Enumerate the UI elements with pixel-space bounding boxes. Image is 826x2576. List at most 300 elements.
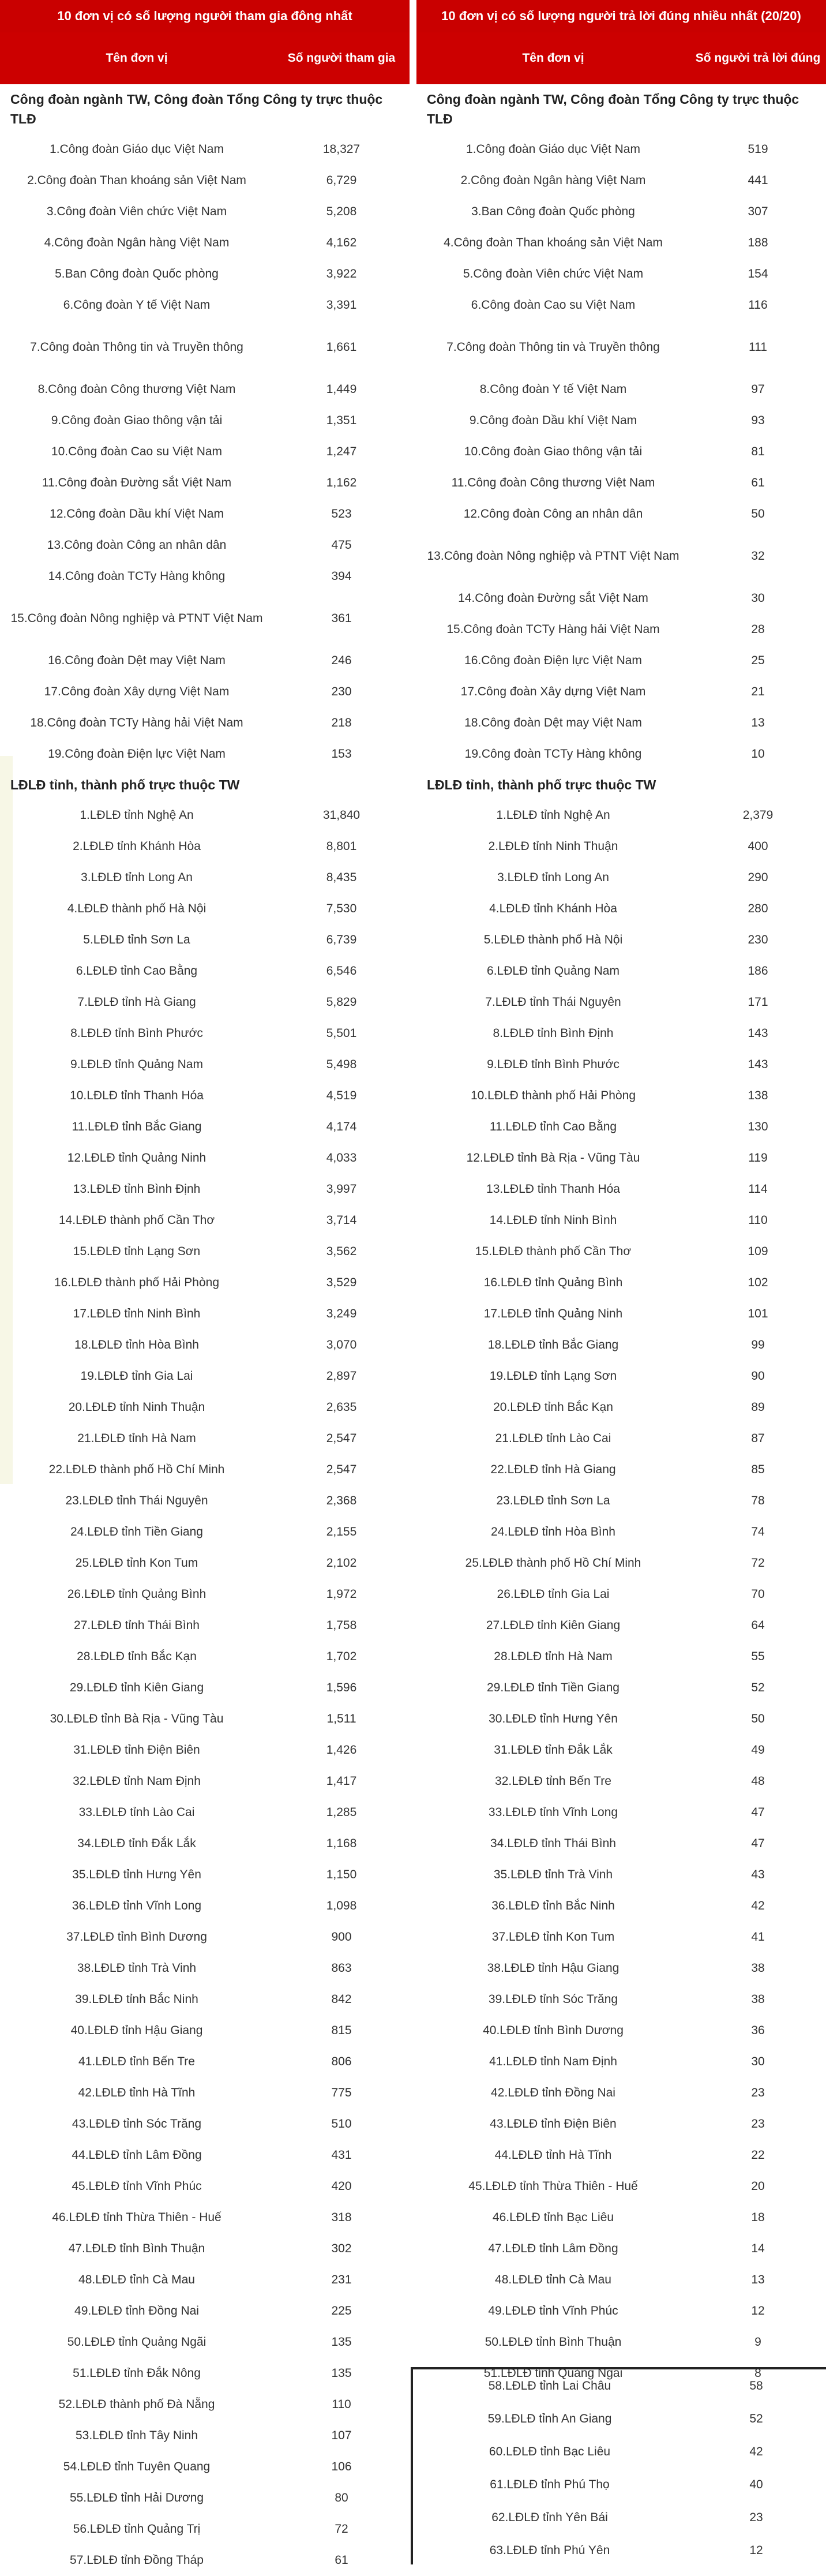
unit-name: 18.Công đoàn TCTy Hàng hải Việt Nam [30, 716, 243, 729]
unit-value: 318 [331, 2211, 352, 2224]
unit-value: 61 [751, 476, 765, 489]
unit-name: 1.Công đoàn Giáo dục Việt Nam [50, 143, 224, 156]
right-province-table-row [416, 956, 826, 987]
unit-name: 56.LĐLĐ tỉnh Quảng Trị [73, 2522, 201, 2536]
left-industry-table-row [0, 499, 410, 530]
left-province-table-row [0, 1735, 410, 1766]
unit-value: 40 [749, 2477, 763, 2491]
left-province-table-row [0, 1485, 410, 1517]
left-province-rows [0, 800, 410, 2576]
unit-value: 1,162 [326, 476, 357, 489]
right-province-table-row [416, 1330, 826, 1361]
unit-name: 49.LĐLĐ tỉnh Đồng Nai [74, 2304, 199, 2317]
left-industry-rows [0, 134, 410, 770]
unit-name: 13.LĐLĐ tỉnh Thanh Hóa [486, 1182, 620, 1196]
unit-value: 2,547 [326, 1463, 357, 1476]
unit-value: 22 [751, 2148, 765, 2162]
unit-name: 17.LĐLĐ tỉnh Quảng Ninh [483, 1307, 623, 1320]
right-province-table-row [416, 1454, 826, 1485]
unit-value: 21 [751, 685, 765, 698]
unit-value: 1,661 [326, 340, 357, 354]
unit-name: 7.LĐLĐ tỉnh Thái Nguyên [485, 995, 621, 1009]
right-industry-table-row [416, 165, 826, 196]
left-section-industry: Công đoàn ngành TW, Công đoàn Tổng Công ty trực thuộc TLĐ [10, 92, 383, 126]
right-province-table-row [416, 1236, 826, 1267]
left-province-table-row [0, 1330, 410, 1361]
unit-value: 523 [331, 507, 352, 521]
left-industry-table-row [0, 227, 410, 259]
right-province-table-row [416, 1579, 826, 1610]
unit-name: 10.LĐLĐ tỉnh Thanh Hóa [70, 1089, 204, 1102]
unit-value: 85 [751, 1463, 765, 1476]
unit-name: 15.LĐLĐ thành phố Cần Thơ [475, 1245, 632, 1258]
unit-value: 116 [748, 298, 768, 312]
unit-value: 58 [749, 2379, 763, 2392]
left-province-table-row [0, 1392, 410, 1423]
unit-value: 307 [748, 205, 768, 218]
unit-name: 44.LĐLĐ tỉnh Hà Tĩnh [494, 2148, 612, 2162]
unit-value: 2,897 [326, 1369, 357, 1383]
left-province-table-row [0, 956, 410, 987]
right-province-table-row [416, 1143, 826, 1174]
unit-value: 31,840 [322, 808, 361, 822]
unit-value: 2,102 [326, 1556, 357, 1570]
unit-name: 15.Công đoàn TCTy Hàng hải Việt Nam [446, 623, 660, 636]
right-industry-table-row [416, 467, 826, 499]
unit-name: 8.LĐLĐ tỉnh Bình Định [493, 1027, 614, 1040]
right-industry-table-row [416, 530, 826, 583]
unit-name: 6.Công đoàn Cao su Việt Nam [471, 298, 636, 312]
right-province-table-row [416, 2202, 826, 2233]
unit-value: 6,729 [326, 174, 357, 187]
unit-name: 50.LĐLĐ tỉnh Quảng Ngãi [67, 2335, 206, 2349]
unit-value: 18 [751, 2211, 765, 2224]
unit-name: 54.LĐLĐ tỉnh Tuyên Quang [63, 2460, 211, 2473]
unit-name: 35.LĐLĐ tỉnh Trà Vinh [493, 1868, 613, 1881]
right-province-table-row [416, 1922, 826, 1953]
left-province-table-row [0, 2327, 410, 2358]
right-industry-table-row [416, 707, 826, 739]
unit-name: 32.LĐLĐ tỉnh Nam Định [73, 1774, 201, 1788]
unit-value: 130 [748, 1120, 768, 1133]
unit-value: 1,351 [326, 414, 357, 427]
right-industry-table-row [416, 374, 826, 405]
unit-value: 2,368 [326, 1494, 357, 1507]
unit-name: 10.Công đoàn Cao su Việt Nam [51, 445, 223, 458]
right-province-table-row [416, 1485, 826, 1517]
unit-value: 61 [335, 2553, 348, 2567]
left-province-table-row [0, 2233, 410, 2264]
unit-value: 510 [331, 2117, 352, 2131]
unit-name: 27.LĐLĐ tỉnh Kiên Giang [486, 1619, 621, 1632]
right-province-table-row [416, 924, 826, 956]
unit-value: 25 [751, 654, 765, 667]
right-province-table-row [416, 1174, 826, 1205]
unit-value: 3,562 [326, 1245, 357, 1258]
unit-name: 28.LĐLĐ tỉnh Hà Nam [494, 1650, 613, 1663]
right-province-table-row [416, 2077, 826, 2109]
unit-name: 30.LĐLĐ tỉnh Bà Rịa - Vũng Tàu [50, 1712, 224, 1725]
left-industry-table-row [0, 321, 410, 374]
unit-name: 22.LĐLĐ tỉnh Hà Giang [490, 1463, 616, 1476]
unit-name: 41.LĐLĐ tỉnh Bến Tre [78, 2055, 195, 2068]
unit-name: 52.LĐLĐ thành phố Đà Nẵng [58, 2398, 215, 2411]
unit-name: 17.LĐLĐ tỉnh Ninh Bình [73, 1307, 201, 1320]
left-province-table-row [0, 1049, 410, 1080]
left-province-table-row [0, 987, 410, 1018]
unit-name: 43.LĐLĐ tỉnh Sóc Trăng [72, 2117, 202, 2131]
unit-name: 62.LĐLĐ tỉnh Yên Bái [491, 2510, 608, 2524]
unit-value: 41 [751, 1930, 765, 1944]
unit-value: 42 [751, 1899, 765, 1912]
unit-name: 16.LĐLĐ thành phố Hải Phòng [54, 1276, 220, 1289]
unit-name: 9.LĐLĐ tỉnh Quảng Nam [70, 1058, 203, 1071]
unit-value: 12 [749, 2543, 763, 2557]
unit-name: 11.Công đoàn Đường sắt Việt Nam [42, 476, 232, 489]
right-extra-table-row [413, 2468, 826, 2501]
left-province-table-row [0, 2202, 410, 2233]
left-province-table-row [0, 2046, 410, 2077]
left-province-table-row [0, 1143, 410, 1174]
unit-value: 1,596 [326, 1681, 357, 1694]
unit-value: 93 [751, 414, 765, 427]
unit-name: 26.LĐLĐ tỉnh Gia Lai [497, 1587, 610, 1601]
left-province-table-row [0, 1236, 410, 1267]
unit-value: 4,033 [326, 1151, 357, 1165]
unit-name: 36.LĐLĐ tỉnh Bắc Ninh [491, 1899, 615, 1912]
unit-name: 17.Công đoàn Xây dựng Việt Nam [44, 685, 230, 698]
unit-name: 3.Ban Công đoàn Quốc phòng [471, 205, 635, 218]
unit-value: 78 [751, 1494, 765, 1507]
unit-name: 60.LĐLĐ tỉnh Bạc Liêu [489, 2444, 611, 2458]
unit-name: 49.LĐLĐ tỉnh Vĩnh Phúc [488, 2304, 618, 2317]
right-industry-rows [416, 134, 826, 770]
unit-value: 775 [331, 2086, 352, 2099]
unit-value: 519 [748, 143, 768, 156]
unit-value: 50 [751, 507, 765, 521]
unit-name: 15.Công đoàn Nông nghiệp và PTNT Việt Nam [10, 612, 263, 625]
left-industry-table-row [0, 405, 410, 436]
unit-name: 10.LĐLĐ thành phố Hải Phòng [470, 1089, 636, 1102]
unit-name: 23.LĐLĐ tỉnh Thái Nguyên [65, 1494, 208, 1507]
unit-value: 361 [331, 612, 352, 625]
unit-name: 47.LĐLĐ tỉnh Lâm Đồng [488, 2242, 618, 2255]
unit-value: 4,519 [326, 1089, 357, 1102]
right-province-table-row [416, 1735, 826, 1766]
right-title: 10 đơn vị có số lượng người trả lời đúng nhiều nhất (20/20) [416, 0, 826, 32]
unit-name: 50.LĐLĐ tỉnh Bình Thuận [485, 2335, 622, 2349]
unit-name: 7.Công đoàn Thông tin và Truyền thông [30, 340, 243, 354]
right-province-table-row [416, 831, 826, 862]
unit-value: 114 [748, 1182, 768, 1196]
left-col-name-header: Tên đơn vị [106, 51, 168, 65]
unit-name: 8.LĐLĐ tỉnh Bình Phước [70, 1027, 203, 1040]
unit-name: 34.LĐLĐ tỉnh Thái Bình [490, 1837, 616, 1850]
unit-name: 16.Công đoàn Điện lực Việt Nam [464, 654, 642, 667]
unit-value: 47 [751, 1837, 765, 1850]
left-province-table-row [0, 1517, 410, 1548]
left-industry-table-row [0, 259, 410, 290]
unit-name: 1.LĐLĐ tỉnh Nghệ An [80, 808, 194, 822]
unit-value: 70 [751, 1587, 765, 1601]
unit-value: 97 [751, 383, 765, 396]
right-extra-table-row [413, 2402, 826, 2435]
unit-value: 153 [331, 747, 352, 761]
left-industry-table-row [0, 196, 410, 227]
left-province-table-row [0, 2483, 410, 2514]
unit-name: 8.Công đoàn Y tế Việt Nam [479, 383, 627, 396]
unit-value: 218 [331, 716, 352, 729]
unit-name: 2.LĐLĐ tỉnh Khánh Hòa [73, 840, 201, 853]
unit-name: 37.LĐLĐ tỉnh Bình Dương [66, 1930, 207, 1944]
right-province-table-row [416, 2327, 826, 2358]
left-province-table-row [0, 2109, 410, 2140]
left-industry-table-row [0, 436, 410, 467]
unit-name: 31.LĐLĐ tỉnh Đắk Lắk [494, 1743, 613, 1757]
unit-value: 47 [751, 1806, 765, 1819]
unit-value: 280 [748, 902, 768, 915]
left-province-table-row [0, 1610, 410, 1641]
unit-value: 30 [751, 591, 765, 605]
unit-name: 4.LĐLĐ thành phố Hà Nội [67, 902, 206, 915]
unit-name: 33.LĐLĐ tỉnh Vĩnh Long [488, 1806, 618, 1819]
unit-name: 39.LĐLĐ tỉnh Sóc Trăng [488, 1993, 618, 2006]
unit-value: 441 [748, 174, 768, 187]
left-province-table-row [0, 2015, 410, 2046]
left-province-table-row [0, 893, 410, 924]
unit-name: 41.LĐLĐ tỉnh Nam Định [489, 2055, 617, 2068]
unit-value: 7,530 [326, 902, 357, 915]
unit-name: 25.LĐLĐ thành phố Hồ Chí Minh [465, 1556, 641, 1570]
unit-value: 5,208 [326, 205, 357, 218]
unit-name: 2.LĐLĐ tỉnh Ninh Thuận [488, 840, 618, 853]
unit-name: 42.LĐLĐ tỉnh Hà Tĩnh [78, 2086, 196, 2099]
unit-name: 9.Công đoàn Dầu khí Việt Nam [469, 414, 637, 427]
left-province-table-row [0, 2514, 410, 2545]
unit-name: 2.Công đoàn Ngân hàng Việt Nam [460, 174, 646, 187]
unit-value: 101 [748, 1307, 768, 1320]
left-section-provinces: LĐLĐ tỉnh, thành phố trực thuộc TW [10, 777, 240, 792]
unit-value: 110 [748, 1214, 768, 1227]
unit-name: 35.LĐLĐ tỉnh Hưng Yên [72, 1868, 201, 1881]
unit-name: 33.LĐLĐ tỉnh Lào Cai [78, 1806, 195, 1819]
left-province-table-row [0, 1766, 410, 1797]
unit-value: 1,247 [326, 445, 357, 458]
unit-name: 58.LĐLĐ tỉnh Lai Châu [488, 2379, 611, 2392]
right-extra-table-row [413, 2501, 826, 2534]
left-province-table-row [0, 2171, 410, 2202]
right-province-table-row [416, 1392, 826, 1423]
unit-value: 135 [331, 2335, 352, 2349]
left-province-table-row [0, 1922, 410, 1953]
right-province-table-row [416, 1267, 826, 1298]
unit-name: 19.Công đoàn Điện lực Việt Nam [48, 747, 226, 761]
left-province-table-row [0, 1984, 410, 2015]
unit-value: 52 [749, 2412, 763, 2425]
right-industry-table-row [416, 227, 826, 259]
right-province-table-row [416, 1517, 826, 1548]
right-industry-table-row [416, 134, 826, 165]
unit-name: 55.LĐLĐ tỉnh Hải Dương [69, 2491, 204, 2504]
unit-name: 1.Công đoàn Giáo dục Việt Nam [466, 143, 640, 156]
unit-value: 5,501 [326, 1027, 357, 1040]
left-province-table-row [0, 2140, 410, 2171]
left-province-table-row [0, 2451, 410, 2483]
left-province-table-row [0, 2389, 410, 2420]
left-industry-table-row [0, 707, 410, 739]
unit-value: 3,529 [326, 1276, 357, 1289]
left-industry-table-row [0, 561, 410, 592]
right-table-header [416, 32, 826, 84]
right-province-table-row [416, 1548, 826, 1579]
left-province-table-row [0, 1953, 410, 1984]
left-province-table-row [0, 1828, 410, 1859]
unit-value: 2,379 [742, 808, 774, 822]
unit-value: 28 [751, 623, 765, 636]
unit-name: 5.Ban Công đoàn Quốc phòng [55, 267, 219, 280]
right-province-table-row [416, 2264, 826, 2296]
unit-value: 10 [751, 747, 765, 761]
unit-name: 38.LĐLĐ tỉnh Trà Vinh [77, 1961, 197, 1975]
unit-value: 475 [331, 538, 352, 552]
unit-name: 19.LĐLĐ tỉnh Lạng Sơn [489, 1369, 617, 1383]
unit-value: 186 [748, 964, 768, 978]
right-province-table-row [416, 987, 826, 1018]
right-province-table-row [416, 1672, 826, 1703]
unit-name: 37.LĐLĐ tỉnh Kon Tum [491, 1930, 615, 1944]
left-province-table-row [0, 1859, 410, 1890]
right-industry-table-row [416, 614, 826, 645]
unit-name: 6.LĐLĐ tỉnh Cao Bằng [76, 964, 198, 978]
unit-value: 13 [751, 2273, 765, 2286]
left-province-table-row [0, 1703, 410, 1735]
unit-value: 863 [331, 1961, 352, 1975]
right-province-table-row [416, 1797, 826, 1828]
unit-value: 90 [751, 1369, 765, 1383]
left-industry-table-row [0, 739, 410, 770]
unit-value: 42 [749, 2444, 763, 2458]
unit-name: 28.LĐLĐ tỉnh Bắc Kạn [77, 1650, 197, 1663]
left-province-table-row [0, 862, 410, 893]
unit-name: 3.LĐLĐ tỉnh Long An [81, 871, 193, 884]
left-province-table-row [0, 2077, 410, 2109]
unit-name: 5.LĐLĐ thành phố Hà Nội [483, 933, 623, 946]
left-industry-table-row [0, 592, 410, 645]
unit-value: 842 [331, 1993, 352, 2006]
unit-name: 19.Công đoàn TCTy Hàng không [464, 747, 642, 761]
unit-value: 38 [751, 1993, 765, 2006]
unit-name: 11.Công đoàn Công thương Việt Nam [451, 476, 655, 489]
unit-name: 13.Công đoàn Nông nghiệp và PTNT Việt Nam [427, 549, 679, 563]
left-province-table-row [0, 1174, 410, 1205]
left-province-table-row [0, 2264, 410, 2296]
right-province-table-row [416, 1859, 826, 1890]
unit-name: 29.LĐLĐ tỉnh Tiền Giang [487, 1681, 620, 1694]
unit-name: 21.LĐLĐ tỉnh Hà Nam [77, 1432, 196, 1445]
unit-value: 20 [751, 2180, 765, 2193]
right-industry-table-row [416, 259, 826, 290]
unit-name: 8.Công đoàn Công thương Việt Nam [37, 383, 236, 396]
right-province-table-row [416, 2296, 826, 2327]
unit-name: 46.LĐLĐ tỉnh Thừa Thiên - Huế [52, 2211, 221, 2224]
unit-value: 43 [751, 1868, 765, 1881]
left-province-table-row [0, 2420, 410, 2451]
left-province-table-row [0, 1454, 410, 1485]
right-province-table-row [416, 1423, 826, 1454]
unit-value: 5,829 [326, 995, 357, 1009]
unit-name: 1.LĐLĐ tỉnh Nghệ An [496, 808, 610, 822]
unit-value: 1,972 [326, 1587, 357, 1601]
unit-value: 230 [331, 685, 352, 698]
unit-value: 12 [751, 2304, 765, 2317]
left-industry-table-row [0, 645, 410, 676]
unit-value: 81 [751, 445, 765, 458]
left-province-table-row [0, 1205, 410, 1236]
unit-value: 246 [331, 654, 352, 667]
left-panel [0, 0, 410, 2576]
left-province-table-row [0, 924, 410, 956]
unit-value: 400 [748, 840, 768, 853]
right-industry-table-row [416, 499, 826, 530]
right-extra-table-row [413, 2369, 826, 2402]
unit-name: 57.LĐLĐ tỉnh Đồng Tháp [70, 2553, 204, 2567]
unit-value: 110 [332, 2398, 351, 2411]
right-province-table-row [416, 1641, 826, 1672]
unit-name: 48.LĐLĐ tỉnh Cà Mau [78, 2273, 195, 2286]
unit-value: 99 [751, 1338, 765, 1351]
unit-name: 40.LĐLĐ tỉnh Bình Dương [483, 2024, 624, 2037]
unit-name: 21.LĐLĐ tỉnh Lào Cai [495, 1432, 611, 1445]
unit-name: 18.Công đoàn Dệt may Việt Nam [464, 716, 642, 729]
unit-value: 48 [751, 1774, 765, 1788]
right-province-table-row [416, 2046, 826, 2077]
left-title: 10 đơn vị có số lượng người tham gia đông nhất [0, 0, 410, 32]
right-province-table-row [416, 2171, 826, 2202]
unit-value: 4,174 [326, 1120, 357, 1133]
unit-value: 13 [751, 716, 765, 729]
unit-value: 171 [748, 995, 768, 1009]
right-industry-table-row [416, 739, 826, 770]
unit-value: 8,801 [326, 840, 357, 853]
left-province-table-row [0, 2296, 410, 2327]
unit-name: 17.Công đoàn Xây dựng Việt Nam [460, 685, 646, 698]
unit-name: 9.Công đoàn Giao thông vận tải [51, 414, 223, 427]
unit-value: 154 [748, 267, 768, 280]
right-section-provinces: LĐLĐ tỉnh, thành phố trực thuộc TW [427, 777, 656, 792]
left-province-table-row [0, 1361, 410, 1392]
left-industry-table-row [0, 676, 410, 707]
right-col-name-header: Tên đơn vị [522, 51, 584, 65]
left-province-table-row [0, 1548, 410, 1579]
unit-name: 31.LĐLĐ tỉnh Điện Biên [73, 1743, 200, 1757]
unit-value: 9 [754, 2335, 761, 2349]
unit-name: 47.LĐLĐ tỉnh Bình Thuận [68, 2242, 205, 2255]
unit-value: 55 [751, 1650, 765, 1663]
right-province-table-row [416, 1205, 826, 1236]
unit-value: 14 [751, 2242, 765, 2255]
left-province-table-row [0, 1797, 410, 1828]
unit-name: 13.LĐLĐ tỉnh Bình Định [73, 1182, 201, 1196]
right-extra-table-row [413, 2534, 826, 2567]
left-province-table-row [0, 1111, 410, 1143]
right-province-table-row [416, 1361, 826, 1392]
unit-value: 6,739 [326, 933, 357, 946]
unit-name: 10.Công đoàn Giao thông vận tải [464, 445, 643, 458]
unit-value: 394 [331, 570, 352, 583]
unit-name: 29.LĐLĐ tỉnh Kiên Giang [69, 1681, 204, 1694]
unit-name: 40.LĐLĐ tỉnh Hậu Giang [70, 2024, 203, 2037]
unit-value: 225 [331, 2304, 352, 2317]
